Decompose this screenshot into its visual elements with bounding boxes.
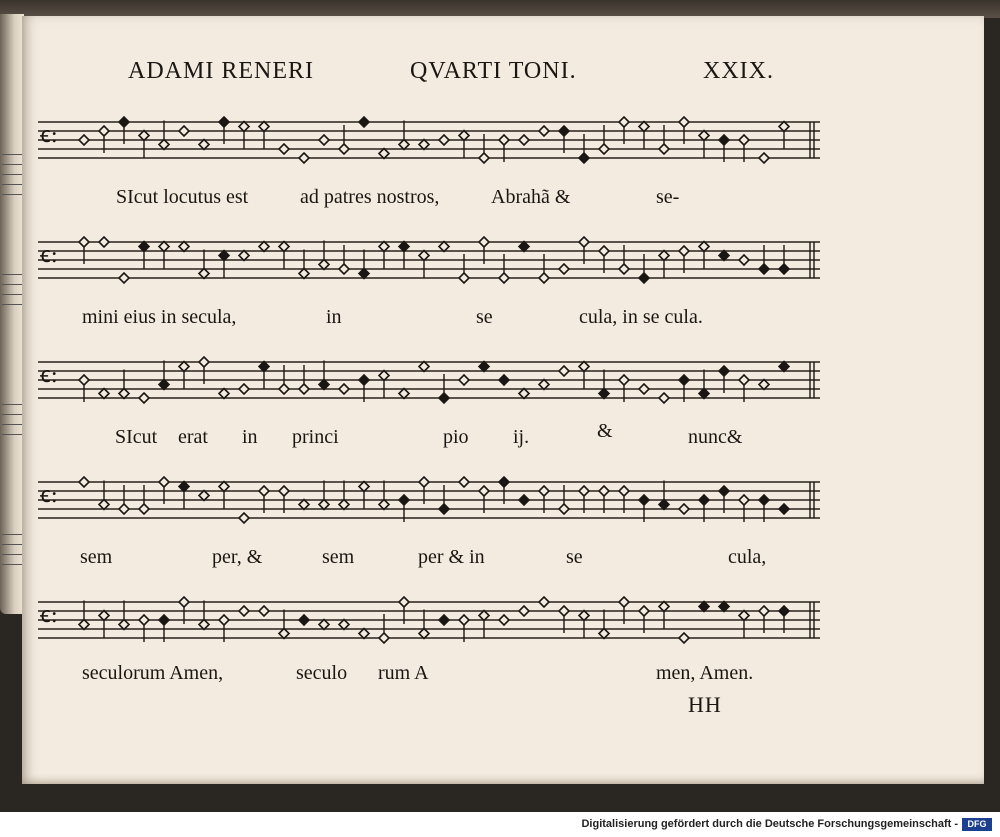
- svg-text:ꞓ:: ꞓ:: [40, 123, 58, 148]
- svg-text:ꞓ:: ꞓ:: [40, 603, 58, 628]
- lyric: se: [566, 546, 583, 568]
- music-staff-2: [38, 236, 820, 280]
- lyric: nunc&: [688, 426, 743, 448]
- lyric: se-: [656, 186, 680, 208]
- lyric: ad patres nostros,: [300, 186, 440, 208]
- digitization-footer: [0, 812, 1000, 837]
- svg-text:ꞓ:: ꞓ:: [40, 483, 58, 508]
- lyric: erat: [178, 426, 208, 448]
- music-staff-1: [38, 116, 820, 160]
- lyric: in: [326, 306, 342, 328]
- lyric: sem: [80, 546, 113, 568]
- lyric: ij.: [513, 426, 530, 448]
- music-staff-3: [38, 356, 820, 400]
- lyric: per, &: [212, 546, 263, 568]
- lyric: men, Amen.: [656, 662, 754, 684]
- music-staff-5: [38, 596, 820, 640]
- lyric: cula, in se cula.: [579, 306, 703, 328]
- lyric: Abrahã &: [491, 186, 571, 208]
- lyric: sem: [322, 546, 355, 568]
- signature-mark: HH: [688, 692, 722, 717]
- header-title: QVARTI TONI.: [410, 58, 577, 84]
- lyric: cula,: [728, 546, 767, 568]
- lyric: per & in: [418, 546, 485, 568]
- lyric: seculorum Amen,: [82, 662, 224, 684]
- lyric: rum A: [378, 662, 429, 684]
- lyric: SIcut locutus est: [116, 186, 249, 208]
- footer-credit: Digitalisierung gefördert durch die Deutsche Forschungsgemeinschaft -: [581, 818, 958, 830]
- dfg-logo: DFG: [962, 818, 992, 831]
- lyric: seculo: [296, 662, 348, 684]
- facing-page-edge: [0, 14, 24, 614]
- svg-text:ꞓ:: ꞓ:: [40, 243, 58, 268]
- lyric: &: [597, 420, 613, 442]
- lyric: in: [242, 426, 258, 448]
- header-composer: ADAMI RENERI: [128, 58, 314, 84]
- music-staff-4: [38, 476, 820, 520]
- lyric: mini eius in secula,: [82, 306, 237, 328]
- lyric: princi: [292, 426, 339, 448]
- header-page-number: XXIX.: [703, 58, 774, 84]
- svg-text:ꞓ:: ꞓ:: [40, 363, 58, 388]
- lyric: pio: [443, 426, 469, 448]
- lyric: se: [476, 306, 493, 328]
- lyric: SIcut: [115, 426, 158, 448]
